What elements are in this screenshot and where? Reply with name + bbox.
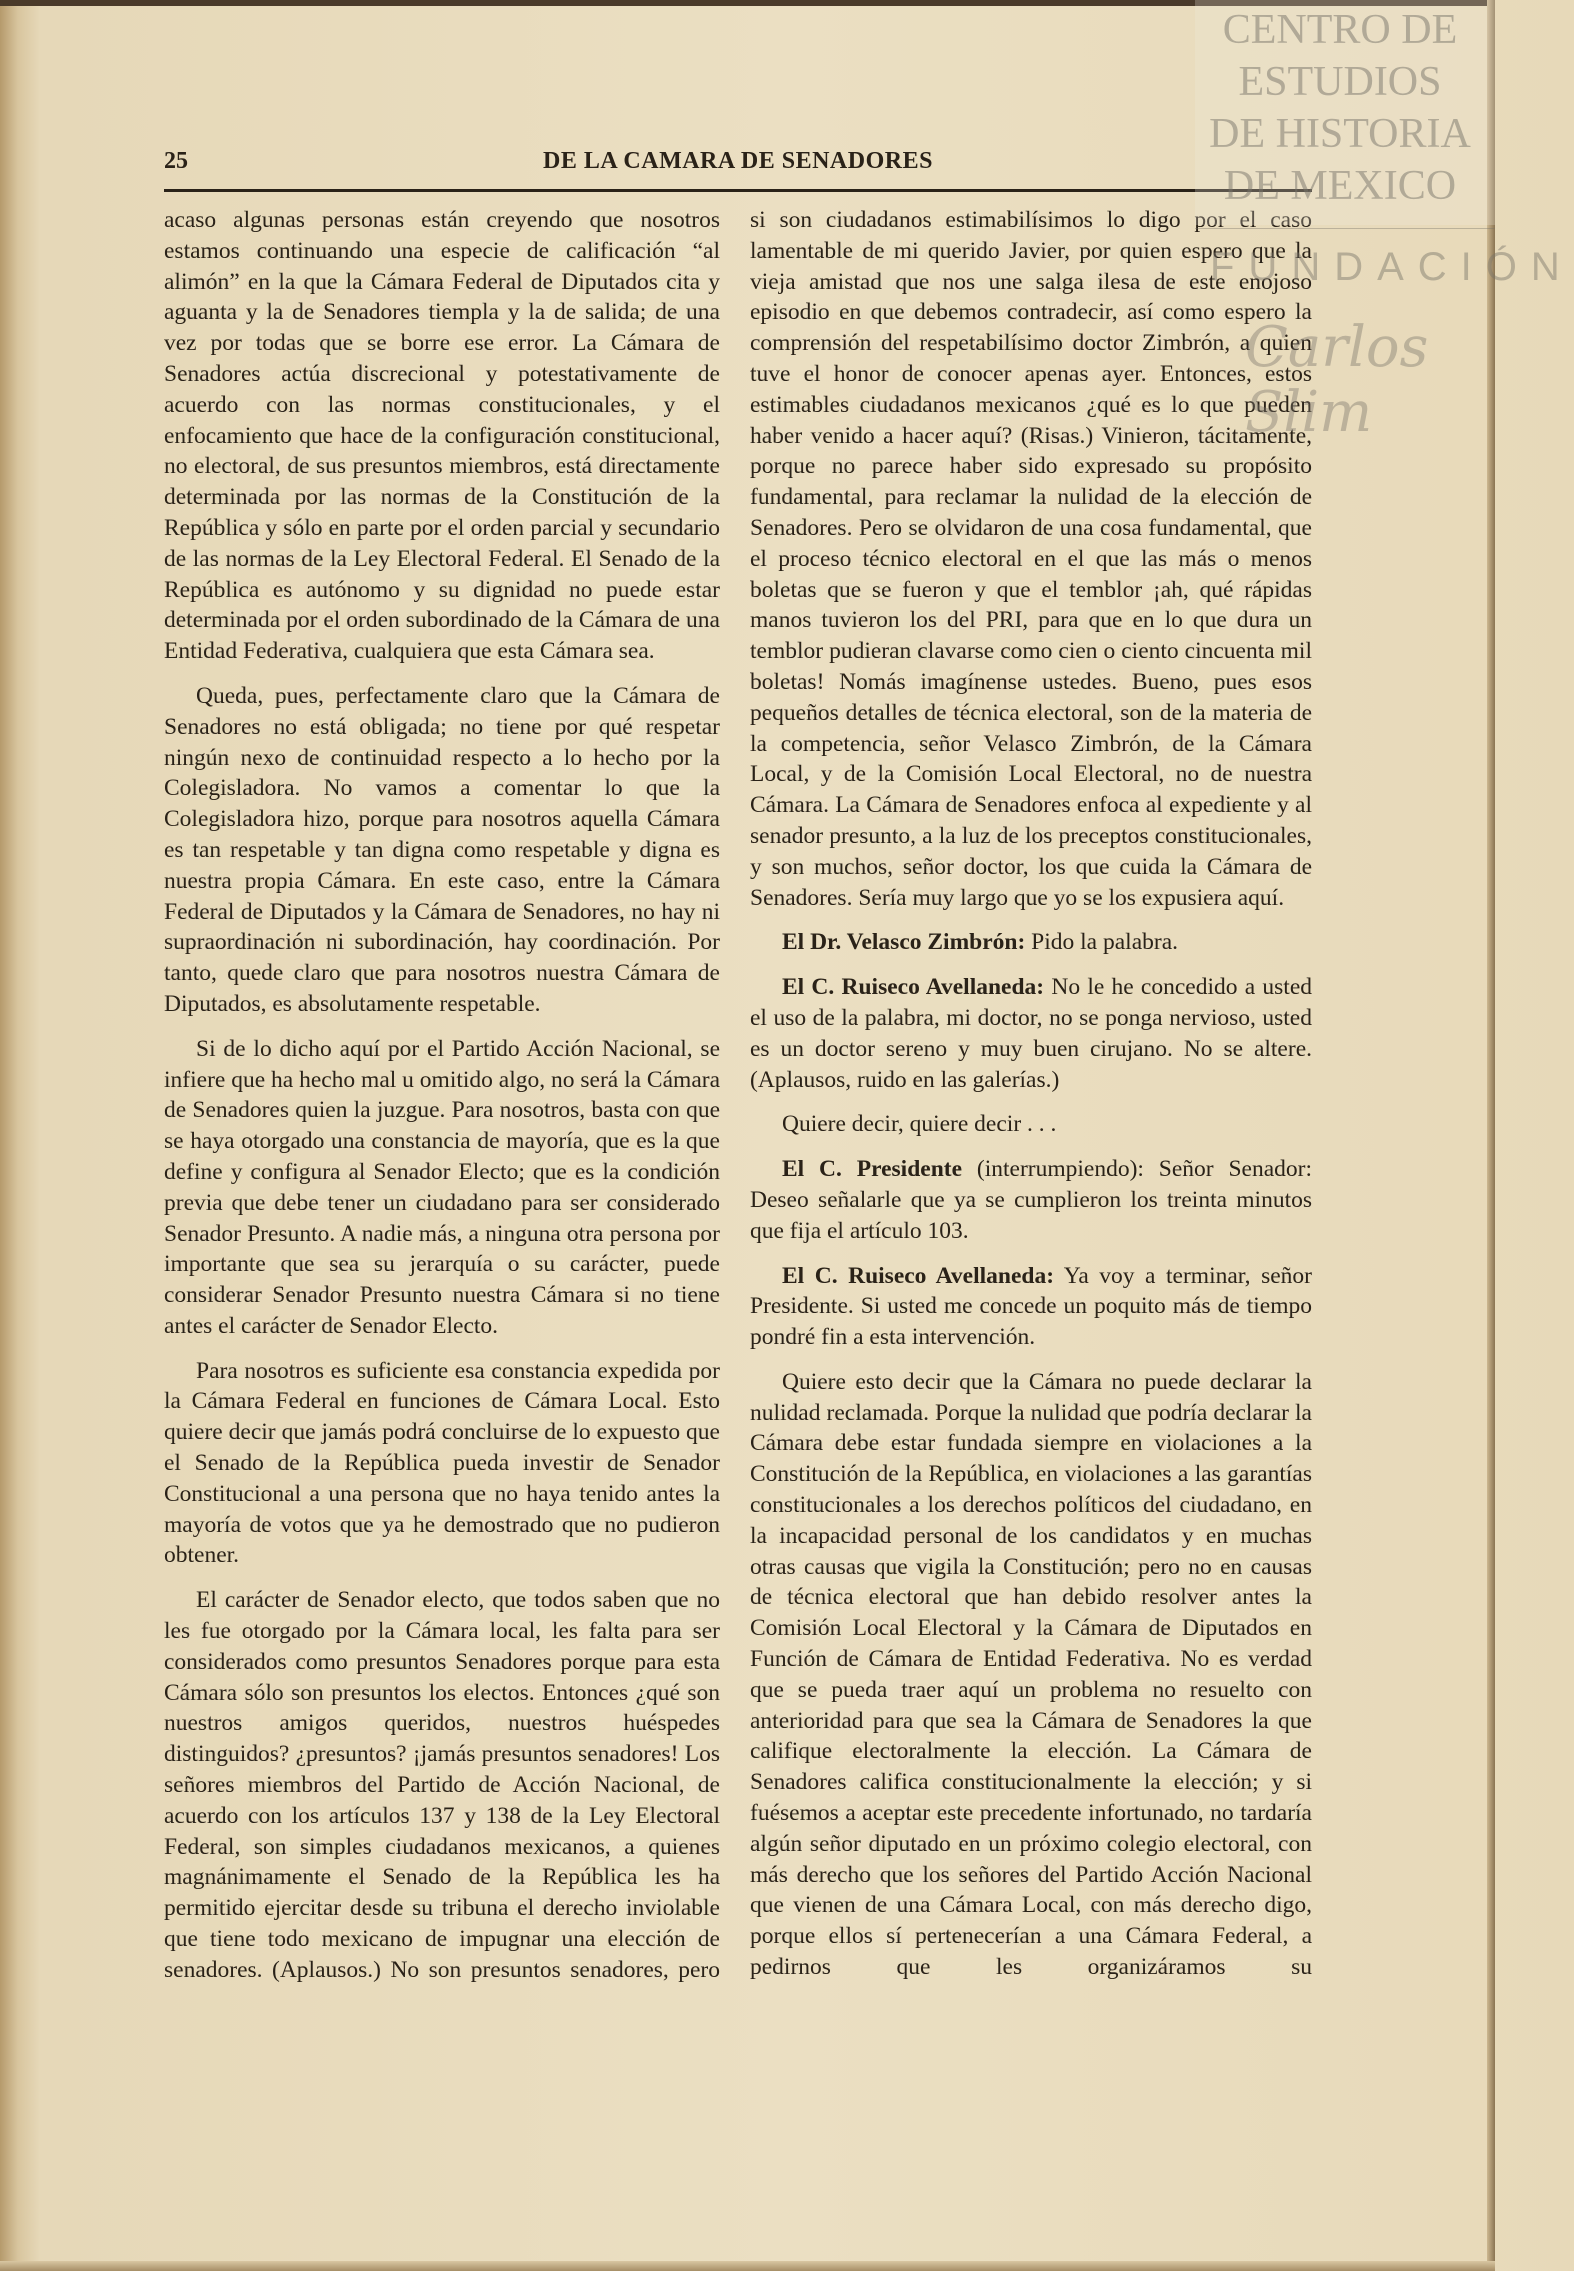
- watermark-line: DE HISTORIA: [1209, 111, 1471, 157]
- paragraph: Si de lo dicho aquí por el Partido Acción Nacional, se infiere que ha hecho mal u omitido algo, no será la Cámara de Senadores quien la juzgue. Para nosotros, basta con que se haya otorgado una constancia de mayoría, que es la que define y configura al Senador Electo; que es la condición previa que debe tener un ciudadano para ser considerado Senador Presunto. A nadie más, a ninguna otra persona por importante que sea su jerarquía o su carácter, puede considerar Senador Presunto nuestra Cámara si no tiene antes el carácter de Senador Electo.: [164, 1035, 720, 1339]
- speaker-name: El C. Presidente: [782, 1156, 963, 1183]
- speech-entry: [750, 972, 1312, 1095]
- paragraph: acaso algunas personas están creyendo que nosotros estamos continuando una especie de calificación “al alimón” en la que la Cámara Federal de Diputados cita y aguanta y la de Senadores tiempla y la de salida; de una vez por todas que se borre ese error. La Cámara de Senadores actúa discrecional y potestativamente de acuerdo con las normas constitucionales, y el enfocamiento que hace de la configuración constitucional, no electoral, de sus presuntos miembros, está directamente determinada por las normas de la Constitución de la República y sólo en parte por el orden parcial y secundario de las normas de la Ley Electoral Federal. El Senado de la República es autónomo y su dignidad no puede estar determinada por el orden subordinado de la Cámara de una Entidad Federativa, cualquiera que esta Cámara sea.: [164, 207, 720, 665]
- speaker-name: El C. Ruiseco Avellaneda:: [782, 1262, 1055, 1289]
- header-rule: [164, 189, 1312, 192]
- right-column: [750, 205, 1312, 1997]
- page-bottom-edge: [0, 2261, 1495, 2271]
- watermark-line: ESTUDIOS: [1238, 59, 1442, 105]
- speech-text: Pido la palabra.: [1031, 929, 1179, 956]
- speech-entry: [750, 1154, 1312, 1246]
- watermark-signature: Carlos Slim: [1245, 315, 1429, 445]
- watermark-divider: [1195, 228, 1495, 229]
- speech-entry: [750, 927, 1312, 958]
- watermark-line: CENTRO DE: [1222, 7, 1458, 53]
- speech-text: Ya voy a terminar, señor Presidente. Si usted me concede un poquito más de tiempo pondré fin a esta intervención.: [750, 1262, 1312, 1351]
- speaker-name: El Dr. Velasco Zimbrón:: [782, 929, 1026, 956]
- watermark-foundation: FUNDACIÓN: [1210, 245, 1574, 289]
- watermark-band: [1195, 0, 1495, 225]
- speech-entry: [750, 1261, 1312, 1353]
- page-header: [164, 148, 1312, 182]
- running-title: DE LA CAMARA DE SENADORES: [543, 148, 933, 174]
- paragraph: Quiere esto decir que la Cámara no puede declarar la nulidad reclamada. Porque la nulidad que podría declarar la Cámara debe estar fundada siempre en violaciones a la Constitución de la República, en violaciones a las garantías constitucionales a los derechos políticos del ciudadano, en la incapacidad personal de los candidatos y en muchas otras causas que vigila la Constitución; pero no en causas de técnica electoral que han debido resolver antes la Comisión Local Electoral y la Cámara de Diputados en Función de Cámara de Entidad Federativa. No es verdad que se pueda traer aquí un problema no resuelto con anterioridad para que sea la Cámara de Senadores la que califique electoralmente la elección. La Cámara de Senadores califica constitucionalmente la elección; y si fuésemos a aceptar este precedente infortunado, no tardaría algún señor diputado en un próximo colegio electoral, con más derecho que los señores del Partido Acción Nacional que vienen de una Cámara Local, con más derecho digo, porque ellos sí pertenecerían a una Cámara Federal, a pedirnos que les organizáramos su: [750, 1368, 1312, 1981]
- paragraph: Queda, pues, perfectamente claro que la Cámara de Senadores no está obligada; no tiene por qué respetar ningún nexo de continuidad respecto a lo hecho por la Colegisladora. No vamos a comentar lo que la Colegisladora hizo, porque para nosotros aquella Cámara es tan respetable y tan digna como respetable y digna es nuestra propia Cámara. En este caso, entre la Cámara Federal de Diputados y la Cámara de Senadores, no hay ni supraordinación ni subordinación, hay coordinación. Por tanto, quede claro que para nosotros nuestra Cámara de Diputados, es absolutamente respetable.: [164, 682, 720, 1017]
- speech-text: No le he concedido a usted el uso de la palabra, mi doctor, no se ponga nervioso, usted es un doctor sereno y muy buen cirujano. No se altere. (Aplausos, ruido en las galerías.): [750, 974, 1312, 1093]
- paragraph: Quiere decir, quiere decir . . .: [782, 1111, 1057, 1138]
- speaker-name: El C. Ruiseco Avellaneda:: [782, 974, 1045, 1001]
- paragraph: si son ciudadanos estimabilísimos lo digo por el caso lamentable de mi querido Javier, por quien espero que la vieja amistad que nos une salga ilesa de este enojoso episodio en que debemos contradecir, así como espero la comprensión del respetabilísimo doctor Zimbrón, a quien tuve el honor de conocer apenas ayer. Entonces, estos estimables ciudadanos mexicanos ¿qué es lo que pueden haber venido a hacer aquí? (Risas.) Vinieron, tácitamente, porque no parece haber sido expresado su propósito fundamental, para reclamar la nulidad de la elección de Senadores. Pero se olvidaron de una cosa fundamental, que el proceso técnico electoral en el que las más o menos boletas que se fueron y que el temblor ¡ah, qué rápidas manos tuvieron los del PRI, para que en lo que dura un temblor pudieran clavarse como cien o ciento cincuenta mil boletas! Nomás imagínense ustedes. Bueno, pues esos pequeños detalles de técnica electoral, son de la materia de la competencia, señor Velasco Zimbrón, de la Cámara Local, y de la Comisión Local Electoral, no de nuestra Cámara. La Cámara de Senadores enfoca al expediente y al senador presunto, a la luz de los preceptos constitucionales, y son muchos, señor doctor, los que cuida la Cámara de Senadores. Sería muy largo que yo se los expusiera aquí.: [750, 207, 1312, 911]
- page-number: 25: [164, 148, 188, 174]
- speech-text: (interrumpiendo): Señor Senador: Deseo señalarle que ya se cumplieron los treinta minutos que fija el artículo 103.: [750, 1156, 1313, 1244]
- paragraph: Para nosotros es suficiente esa constancia expedida por la Cámara Federal en funciones de Cámara Local. Esto quiere decir que jamás podrá concluirse de lo expuesto que el Senado de la República pueda investir de Senador Constitucional a una persona que no haya tenido antes la mayoría de votos que ya he demostrado que no pudieron obtener.: [164, 1357, 720, 1569]
- paragraph: El carácter de Senador electo, que todos saben que no les fue otorgado por la Cámara local, les falta para ser considerados como presuntos Senadores porque para esta Cámara sólo son presuntos los electos. Entonces ¿qué son nuestros amigos queridos, nuestros huéspedes distinguidos? ¿presuntos? ¡jamás presuntos senadores! Los señores miembros del Partido de Acción Nacional, de acuerdo con los artículos 137 y 138 de la Ley Electoral Federal, son simples ciudadanos mexicanos, a quienes magnánimamente el Senado de la República les ha permitido ejercitar desde su tribuna el derecho inviolable que tiene todo mexicano de impugnar una elección de senadores. (Aplausos.) No son presuntos senadores, pero: [164, 1587, 720, 1983]
- watermark-line: DE MEXICO: [1223, 163, 1457, 209]
- left-column: [164, 205, 720, 2000]
